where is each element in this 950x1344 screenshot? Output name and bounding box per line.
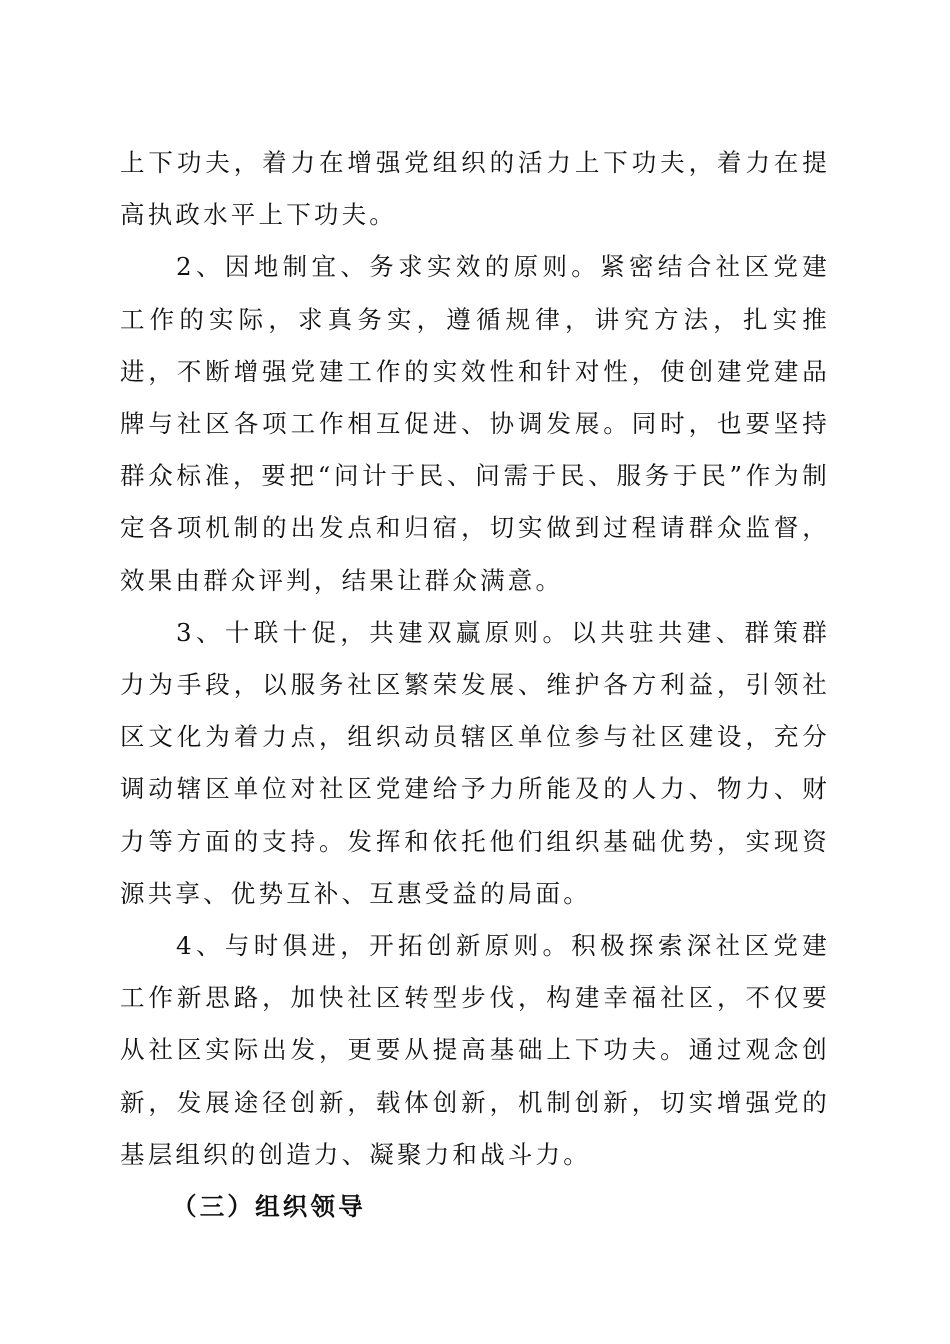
paragraph-principle-2: 2、因地制宜、务求实效的原则。紧密结合社区党建工作的实际，求真务实，遵循规律，讲究方法，扎实推进，不断增强党建工作的实效性和针对性，使创建党建品牌与社区各项工作相互促进、协调发展。同时，也要坚持群众标准，要把“问计于民、问需于民、服务于民”作为制定各项机制的出发点和归宿，切实做到过程请群众监督，效果由群众评判，结果让群众满意。 <box>120 252 830 595</box>
document-body <box>120 137 830 1233</box>
paragraph-continuation: 上下功夫，着力在增强党组织的活力上下功夫，着力在提高执政水平上下功夫。 <box>120 148 830 230</box>
section-heading: （三）组织领导 <box>172 1192 366 1222</box>
paragraph-principle-4: 4、与时俱进，开拓创新原则。积极探索深社区党建工作新思路，加快社区转型步伐，构建幸福社区，不仅要从社区实际出发，更要从提高基础上下功夫。通过观念创新，发展途径创新，载体创新，机制创新，切实增强党的基层组织的创造力、凝聚力和战斗力。 <box>120 931 830 1169</box>
paragraph-principle-3: 3、十联十促，共建双赢原则。以共驻共建、群策群力为手段，以服务社区繁荣发展、维护各方利益，引领社区文化为着力点，组织动员辖区单位参与社区建设，充分调动辖区单位对社区党建给予力所能及的人力、物力、财力等方面的支持。发挥和依托他们组织基础优势，实现资源共享、优势互补、互惠受益的局面。 <box>120 617 830 908</box>
